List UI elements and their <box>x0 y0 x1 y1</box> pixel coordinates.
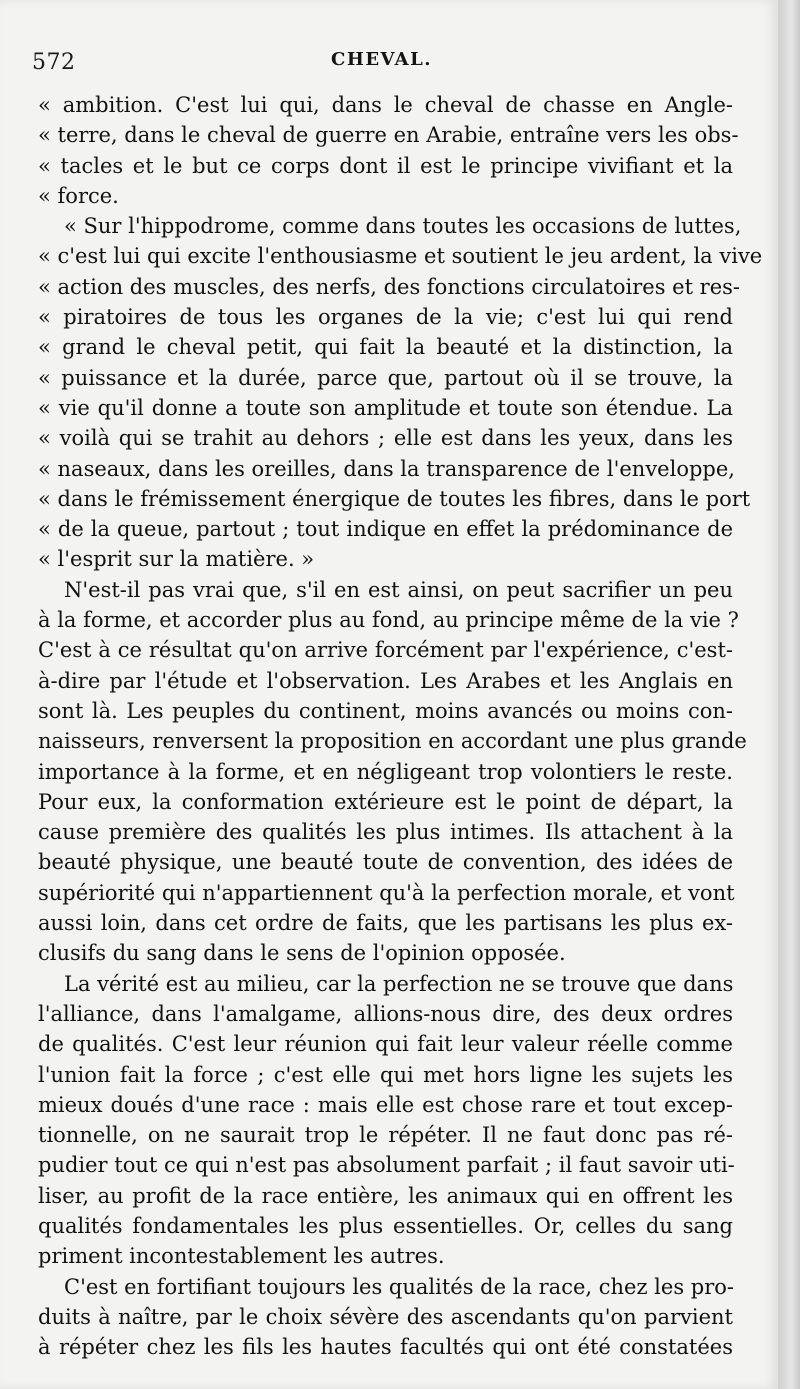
text-line: « l'esprit sur la matière. » <box>38 547 315 572</box>
text-line: C'est à ce résultat qu'on arrive forcément par l'expérience, c'est- <box>38 638 733 663</box>
text-line: qualités fondamentales les plus essentielles. Or, celles du sang <box>38 1213 733 1238</box>
page-header <box>0 46 778 76</box>
text-line: beauté physique, une beauté toute de convention, des idées de <box>38 850 733 875</box>
page-number: 572 <box>32 50 76 75</box>
text-line: duits à naître, par le choix sévère des ascendants qu'on parvient <box>38 1304 733 1329</box>
text-line: à répéter chez les fils les hautes facultés qui ont été constatées <box>38 1335 733 1360</box>
text-line: « de la queue, partout ; tout indique en effet la prédominance de <box>38 517 733 542</box>
text-line: « puissance et la durée, parce que, partout où il se trouve, la <box>38 365 733 390</box>
text-line: aussi loin, dans cet ordre de faits, que les partisans les plus ex- <box>38 911 733 936</box>
text-line: sont là. Les peuples du continent, moins avancés ou moins con- <box>38 698 733 723</box>
text-line: mieux doués d'une race : mais elle est chose rare et tout excep- <box>38 1092 733 1117</box>
text-line: importance à la forme, et en négligeant trop volontiers le reste. <box>38 759 733 784</box>
body-text <box>38 90 763 1362</box>
text-line: pudier tout ce qui n'est pas absolument parfait ; il faut savoir uti- <box>38 1153 735 1178</box>
text-line: tionnelle, on ne saurait trop le répéter. Il ne faut donc pas ré- <box>38 1123 733 1148</box>
text-line: « tacles et le but ce corps dont il est le principe vivifiant et la <box>38 153 733 178</box>
text-line: l'alliance, dans l'amalgame, allions-nous dire, des deux ordres <box>38 1001 733 1026</box>
text-line: « c'est lui qui excite l'enthousiasme et soutient le jeu ardent, la vive <box>38 244 763 269</box>
text-line: « voilà qui se trahit au dehors ; elle est dans les yeux, dans les <box>38 426 733 451</box>
text-line: de qualités. C'est leur réunion qui fait leur valeur réelle comme <box>38 1032 733 1057</box>
text-line: « piratoires de tous les organes de la vie; c'est lui qui rend <box>38 305 733 330</box>
text-line: clusifs du sang dans le sens de l'opinion opposée. <box>38 941 566 966</box>
text-line: liser, au profit de la race entière, les animaux qui en offrent les <box>38 1183 733 1208</box>
text-line: naisseurs, renversent la proposition en accordant une plus grande <box>38 729 747 754</box>
text-line: à-dire par l'étude et l'observation. Les Arabes et les Anglais en <box>38 668 733 693</box>
text-line: « vie qu'il donne a toute son amplitude et toute son étendue. La <box>38 395 733 420</box>
text-line: « Sur l'hippodrome, comme dans toutes les occasions de luttes, <box>64 214 742 239</box>
text-line: cause première des qualités les plus intimes. Ils attachent à la <box>38 820 733 845</box>
text-line: « grand le cheval petit, qui fait la beauté et la distinction, la <box>38 335 733 360</box>
text-line: C'est en fortifiant toujours les qualités de la race, chez les pro- <box>64 1274 735 1299</box>
text-line: « dans le frémissement énergique de toutes les fibres, dans le port <box>38 486 751 511</box>
text-line: « action des muscles, des nerfs, des fonctions circulatoires et res- <box>38 274 741 299</box>
text-line: à la forme, et accorder plus au fond, au principe même de la vie ? <box>38 608 739 633</box>
text-line: « terre, dans le cheval de guerre en Arabie, entraîne vers les obs- <box>38 123 739 148</box>
text-line: « force. <box>38 183 119 208</box>
text-line: N'est-il pas vrai que, s'il en est ainsi, on peut sacrifier un peu <box>64 577 733 602</box>
text-line: Pour eux, la conformation extérieure est le point de départ, la <box>38 789 733 814</box>
text-line: La vérité est au milieu, car la perfection ne se trouve que dans <box>64 971 734 996</box>
text-line: supériorité qui n'appartiennent qu'à la perfection morale, et vont <box>38 880 735 905</box>
text-line: « naseaux, dans les oreilles, dans la transparence de l'enveloppe, <box>38 456 735 481</box>
page-edge <box>778 0 800 1389</box>
text-line: « ambition. C'est lui qui, dans le cheval de chasse en Angle- <box>38 93 733 117</box>
text-line: l'union fait la force ; c'est elle qui met hors ligne les sujets les <box>38 1062 733 1087</box>
text-line: priment incontestablement les autres. <box>38 1244 445 1269</box>
running-title: CHEVAL. <box>331 49 433 70</box>
